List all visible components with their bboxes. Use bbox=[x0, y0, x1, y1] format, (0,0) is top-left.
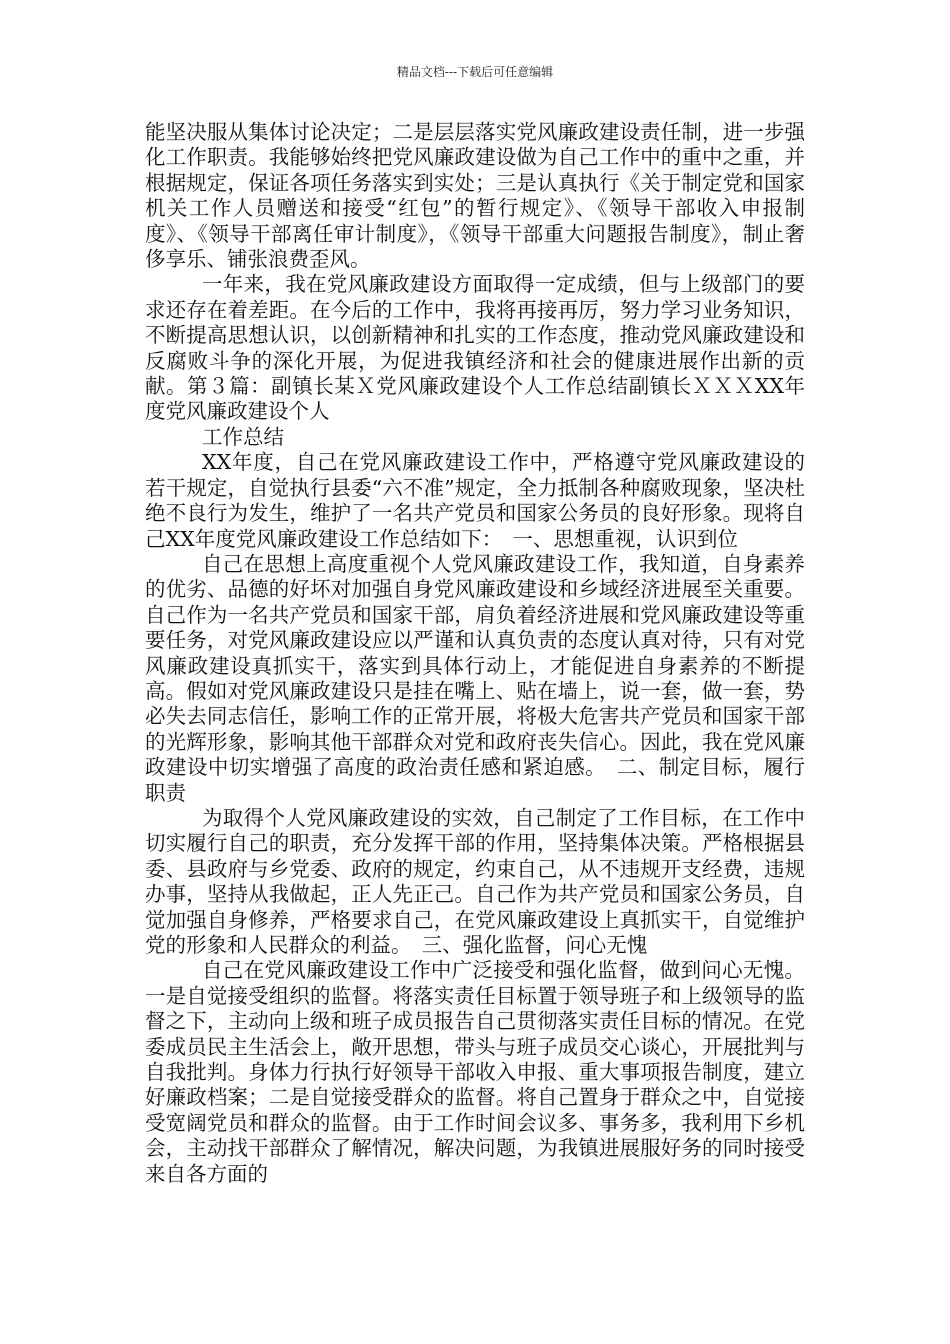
section-title: 工作总结 bbox=[202, 424, 284, 449]
paragraph-ideology: 自己在思想上高度重视个人党风廉政建设工作，我知道，自身素养的优劣、品德的好坏对加强自身党风廉政建设和乡域经济进展至关重要。自己作为一名共产党员和国家干部，肩负着经济进展和党风廉政建设等重要任务，对党风廉政建设应以严谨和认真负责的态度认真对待，只有对党风廉政建设真抓实干，落实到具体行动上，才能促进自身素养的不断提高。假如对党风廉政建设只是挂在嘴上、贴在墙上，说一套，做一套，势必失去同志信任，影响工作的正常开展，将极大危害共产党员和国家干部的光辉形象，影响其他干部群众对党和政府丧失信心。因此，我在党风廉政建设中切实增强了高度的政治责任感和紧迫感。 二、制定目标，履行职责 bbox=[145, 551, 805, 805]
document-body bbox=[145, 120, 805, 1187]
paragraph-goals: 为取得个人党风廉政建设的实效，自己制定了工作目标，在工作中切实履行自己的职责，充分发挥干部的作用，坚持集体决策。严格根据县委、县政府与乡党委、政府的规定，约束自己，从不违规开支经费，违规办事，坚持从我做起，正人先正己。自己作为共产党员和国家公务员，自觉加强自身修养，严格要求自己，在党风廉政建设上真抓实干，自觉维护党的形象和人民群众的利益。 三、强化监督，问心无愧 bbox=[145, 805, 805, 957]
page-header: 精品文档---下载后可任意编辑 bbox=[396, 65, 554, 79]
paragraph-supervision: 自己在党风廉政建设工作中广泛接受和强化监督，做到问心无愧。一是自觉接受组织的监督。将落实责任目标置于领导班子和上级领导的监督之下，主动向上级和班子成员报告自己贯彻落实责任目标的情况。在党委成员民主生活会上，敞开思想，带头与班子成员交心谈心，开展批判与自我批判。身体力行执行好领导干部收入申报、重大事项报告制度，建立好廉政档案；二是自觉接受群众的监督。将自己置身于群众之中，自觉接受宽阔党员和群众的监督。由于工作时间会议多、事务多，我利用下乡机会，主动找干部群众了解情况，解决问题，为我镇进展服好务的同时接受来自各方面的 bbox=[145, 958, 805, 1186]
paragraph-continuation: 能坚决服从集体讨论决定；二是层层落实党风廉政建设责任制，进一步强化工作职责。我能够始终把党风廉政建设做为自己工作中的重中之重，并根据规定，保证各项任务落实到实处；三是认真执行《关于制定党和国家机关工作人员赠送和接受“红包”的暂行规定》、《领导干部收入申报制度》、《领导干部离任审计制度》，《领导干部重大问题报告制度》，制止奢侈享乐、铺张浪费歪风。 bbox=[145, 120, 805, 272]
paragraph-intro: XX年度，自己在党风廉政建设工作中，严格遵守党风廉政建设的若干规定，自觉执行县委“六不准”规定，全力抵制各种腐败现象，坚决杜绝不良行为发生，维护了一名共产党员和国家公务员的良好形象。现将自己XX年度党风廉政建设工作总结如下： 一、思想重视，认识到位 bbox=[145, 450, 805, 551]
paragraph-summary: 一年来，我在党风廉政建设方面取得一定成绩，但与上级部门的要求还存在着差距。在今后的工作中，我将再接再厉，努力学习业务知识，不断提高思想认识，以创新精神和扎实的工作态度，推动党风廉政建设和反腐败斗争的深化开展，为促进我镇经济和社会的健康进展作出新的贡献。第３篇：副镇长某Ｘ党风廉政建设个人工作总结副镇长ＸＸＸXX年度党风廉政建设个人 bbox=[145, 272, 805, 424]
